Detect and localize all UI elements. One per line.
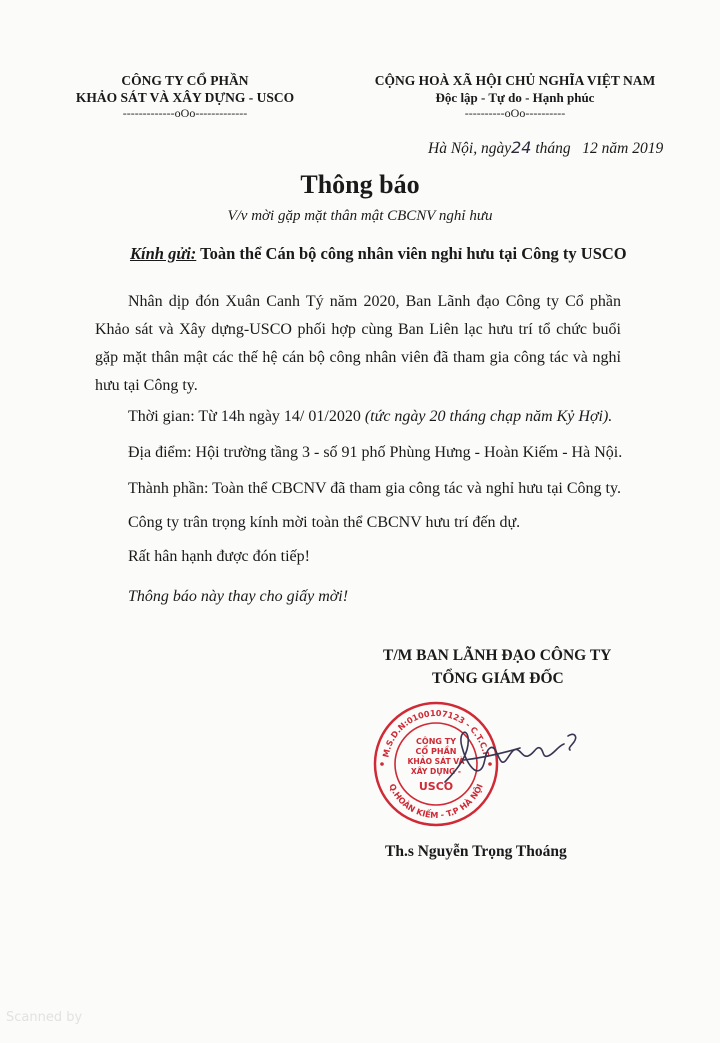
body-paragraph: Nhân dịp đón Xuân Canh Tý năm 2020, Ban Lãnh đạo Công ty Cổ phần Khảo sát và Xây dựng-USCO phối hợp cùng Ban Liên lạc hưu trí tổ chức buổi gặp mặt thân mật các thế hệ cán bộ công nhân viên đã tham gia công tác và nghỉ hưu tại Công ty. [95,293,621,394]
participants-line: Thành phần: Toàn thể CBCNV đã tham gia công tác và nghỉ hưu tại Công ty. [128,480,621,497]
stamp-center-line: CỔ PHẦN [415,747,457,756]
date-line [428,138,663,158]
company-line-1: CÔNG TY CỔ PHẦN [121,73,249,88]
company-divider: -------------oOo------------- [122,106,248,120]
time-line [128,408,612,426]
stamp-center-line: KHẢO SÁT VÀ [407,757,465,766]
recipient-text: Toàn thể Cán bộ công nhân viên nghỉ hưu tại Công ty USCO [200,244,627,263]
national-motto: Độc lập - Tự do - Hạnh phúc [435,90,595,105]
date-day: 24 [511,138,532,157]
scanner-watermark: Scanned by [6,1010,83,1025]
document-title: Thông báo [300,170,420,199]
stamp-ring-bottom: Q.HOÀN KIẾM - T.P HÀ NỘI [387,782,485,821]
company-line-2: KHẢO SÁT VÀ XÂY DỰNG - USCO [75,90,295,105]
date-month: 12 [582,140,598,157]
national-header [330,72,700,120]
stamp-center-line: USCO [418,780,454,793]
stamp-ring-top: M.S.D.N:0100107123 - C.T.C.P [380,707,492,759]
signature-title-2: TỔNG GIÁM ĐỐC [432,670,564,687]
national-title: CỘNG HOÀ XÃ HỘI CHỦ NGHĨA VIỆT NAM [374,73,656,88]
welcome-line: Rất hân hạnh được đón tiếp! [128,548,310,565]
stamp-center-line: XÂY DỰNG - [410,767,462,776]
recipient-label: Kính gửi: [130,244,197,263]
note-line: Thông báo này thay cho giấy mời! [128,588,349,605]
date-prefix: Hà Nội, ngày [428,140,512,157]
invitation-line: Công ty trân trọng kính mời toàn thể CBCNV hưu trí đến dự. [128,514,521,531]
recipient-line [130,244,627,264]
place-line: Địa điểm: Hội trường tầng 3 - số 91 phố Phùng Hưng - Hoàn Kiếm - Hà Nội. [128,444,623,461]
company-header [60,72,310,120]
date-year: năm 2019 [601,140,664,157]
document-subtitle: V/v mời gặp mặt thân mật CBCNV nghỉ hưu [227,208,493,224]
time-main: Thời gian: Từ 14h ngày 14/ 01/2020 [128,408,365,425]
signer-name: Th.s Nguyễn Trọng Thoáng [385,843,567,860]
date-month-label: tháng [535,140,571,157]
time-note: (tức ngày 20 tháng chạp năm Kỷ Hợi). [364,408,613,425]
handwritten-signature [440,712,590,802]
signature-title-1: T/M BAN LÃNH ĐẠO CÔNG TY [383,647,612,664]
national-divider: ----------oOo---------- [464,106,566,120]
stamp-center-line: CÔNG TY [416,737,456,746]
